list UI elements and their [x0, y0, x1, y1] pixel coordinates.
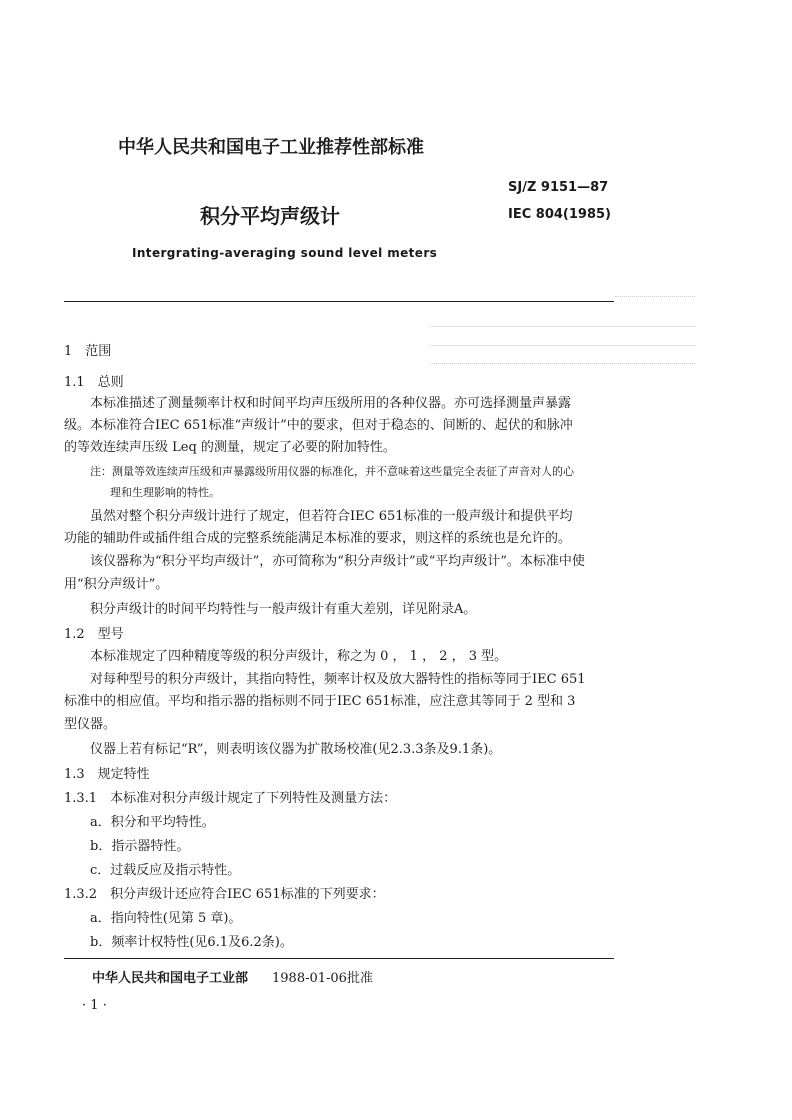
- clause-1-3-2: 1.3.2 积分声级计还应符合IEC 651标准的下列要求：: [64, 887, 385, 902]
- list-item: b．频率计权特性(见6.1及6.2条)。: [90, 935, 293, 950]
- paragraph-line: 本标准规定了四种精度等级的积分声级计，称之为 0 ， 1 ， 2 ， 3 型。: [90, 649, 508, 664]
- paragraph-line: 用“积分声级计”。: [64, 577, 169, 592]
- standard-code: SJ/Z 9151—87: [508, 180, 609, 195]
- paragraph-line: 该仪器称为“积分平均声级计”，亦可简称为“积分声级计”或“平均声级计”。本标准中使: [90, 554, 585, 569]
- paragraph-line: 级。本标准符合IEC 651标准“声级计”中的要求，但对于稳态的、间断的、起伏的和脉冲: [64, 418, 573, 433]
- document-title: 积分平均声级计: [200, 204, 340, 228]
- paragraph-line: 功能的辅助件或插件组合成的完整系统能满足本标准的要求，则这样的系统也是允许的。: [64, 531, 572, 546]
- english-title: Intergrating-averaging sound level meters: [132, 246, 438, 260]
- list-item: a．指向特性(见第 5 章)。: [90, 911, 242, 926]
- list-item: c．过载反应及指示特性。: [90, 863, 241, 878]
- header-divider: [64, 301, 614, 302]
- ministry-name: 中华人民共和国电子工业部: [92, 971, 249, 986]
- paragraph-line: 仪器上若有标记“R”，则表明该仪器为扩散场校准(见2.3.3条及9.1条)。: [90, 742, 502, 757]
- section-1-heading: 1 范围: [64, 344, 112, 359]
- list-item: b．指示器特性。: [90, 839, 190, 854]
- section-1-3-heading: 1.3 规定特性: [64, 767, 150, 782]
- paragraph-line: 对每种型号的积分声级计，其指向特性，频率计权及放大器特性的指标等同于IEC 651: [90, 672, 586, 687]
- paragraph-line: 型仪器。: [64, 717, 117, 732]
- note-line: 注：测量等效连续声压级和声暴露级所用仪器的标准化，并不意味着这些量完全表征了声音对人的心: [90, 465, 574, 478]
- page-number: · 1 ·: [82, 998, 107, 1013]
- footer-divider: [64, 958, 614, 959]
- scan-artifact: [430, 326, 695, 328]
- list-item: a．积分和平均特性。: [90, 815, 215, 830]
- paragraph-line: 本标准描述了测量频率计权和时间平均声压级所用的各种仪器。亦可选择测量声暴露: [90, 396, 572, 411]
- note-line: 理和生理影响的特性。: [110, 486, 220, 499]
- section-1-2-heading: 1.2 型号: [64, 627, 124, 642]
- standard-org-title: 中华人民共和国电子工业推荐性部标准: [118, 137, 424, 158]
- clause-1-3-1: 1.3.1 本标准对积分声级计规定了下列特性及测量方法：: [64, 791, 397, 806]
- scan-artifact: [430, 345, 695, 347]
- paragraph-line: 积分声级计的时间平均特性与一般声级计有重大差别，详见附录A。: [90, 602, 477, 617]
- scan-artifact: [615, 296, 695, 298]
- iec-code: IEC 804(1985): [508, 207, 611, 222]
- section-1-1-heading: 1.1 总则: [64, 375, 124, 390]
- approval-date: 1988-01-06批准: [272, 971, 373, 986]
- paragraph-line: 标准中的相应值。平均和指示器的指标则不同于IEC 651标准，应注意其等同于 2 型和 3: [64, 694, 576, 709]
- paragraph-line: 的等效连续声压级 Leq 的测量，规定了必要的附加特性。: [64, 440, 396, 455]
- paragraph-line: 虽然对整个积分声级计进行了规定，但若符合IEC 651标准的一般声级计和提供平均: [90, 509, 573, 524]
- scan-artifact: [430, 363, 695, 365]
